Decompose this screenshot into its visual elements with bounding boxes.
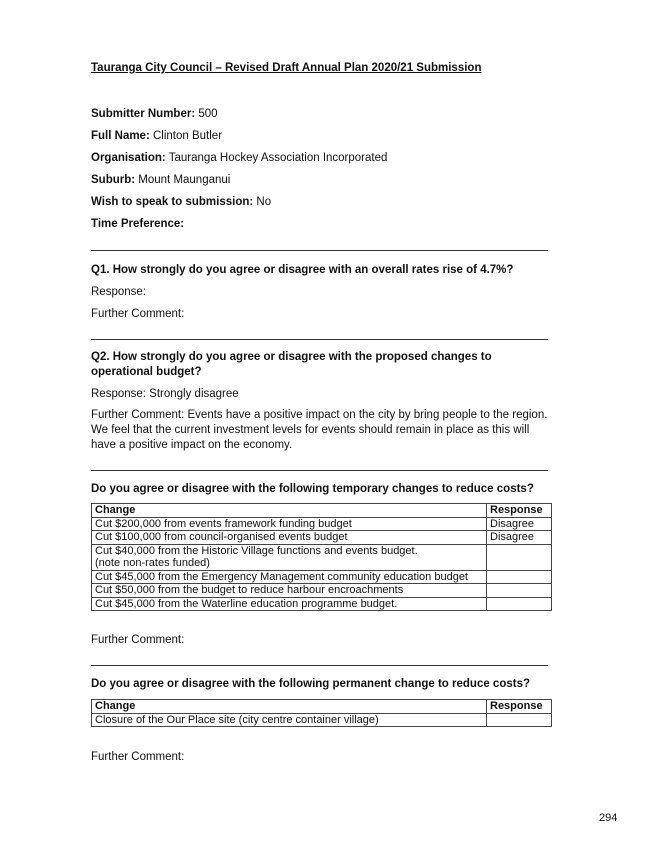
change-cell: Cut $100,000 from council-organised events budget	[92, 531, 487, 545]
time-preference	[91, 218, 184, 230]
q3-comment: Further Comment:	[91, 634, 185, 646]
organisation	[91, 152, 387, 164]
table-header-row	[92, 504, 552, 518]
field-label: Suburb:	[91, 174, 136, 186]
change-text: Cut $40,000 from the Historic Village functions and events budget.	[95, 544, 418, 557]
q1-comment: Further Comment:	[91, 308, 185, 320]
response-cell	[487, 597, 552, 611]
response-cell: Disagree	[487, 517, 552, 531]
change-note: (note non-rates funded)	[95, 557, 210, 569]
column-header-response: Response	[487, 700, 552, 714]
change-cell	[92, 544, 487, 570]
field-label: Wish to speak to submission:	[91, 196, 254, 208]
table-row	[92, 544, 552, 570]
table-row	[92, 517, 552, 531]
field-label: Time Preference:	[91, 218, 185, 230]
divider	[91, 339, 548, 340]
q1-question: Q1. How strongly do you agree or disagree with an overall rates rise of 4.7%?	[91, 264, 514, 276]
field-value: Tauranga Hockey Association Incorporated	[168, 152, 388, 164]
q2-comment: Further Comment: Events have a positive impact on the city by bring people to the region. We feel that the current investment levels for events should remain in place as this will have a positive impact on the economy.	[91, 409, 548, 451]
page-number: 294	[599, 812, 618, 824]
field-label: Full Name:	[91, 130, 150, 142]
q4-question: Do you agree or disagree with the following permanent change to reduce costs?	[91, 678, 530, 690]
q2-question: Q2. How strongly do you agree or disagree with the proposed changes to operational budget?	[91, 351, 492, 378]
q2-response: Response: Strongly disagree	[91, 388, 239, 400]
field-label: Organisation:	[91, 152, 166, 164]
table-row	[92, 597, 552, 611]
field-value: No	[256, 196, 272, 208]
column-header-change: Change	[92, 700, 487, 714]
response-cell	[487, 544, 552, 570]
field-value: Mount Maunganui	[138, 174, 231, 186]
suburb	[91, 174, 230, 186]
temporary-changes-table	[91, 503, 552, 611]
table-row	[92, 531, 552, 545]
field-value: 500	[198, 108, 218, 120]
response-cell	[487, 713, 552, 727]
wish-to-speak	[91, 196, 271, 208]
q1-response: Response:	[91, 286, 146, 298]
table-row	[92, 713, 552, 727]
response-cell	[487, 570, 552, 584]
table-row	[92, 584, 552, 598]
divider	[91, 250, 548, 251]
submitter-number	[91, 108, 218, 120]
change-cell: Closure of the Our Place site (city centre container village)	[92, 713, 487, 727]
divider	[91, 470, 548, 471]
response-cell	[487, 584, 552, 598]
field-value: Clinton Butler	[153, 130, 223, 142]
column-header-response: Response	[487, 504, 552, 518]
q4-comment: Further Comment:	[91, 751, 185, 763]
q3-question: Do you agree or disagree with the following temporary changes to reduce costs?	[91, 483, 534, 495]
divider	[91, 665, 548, 666]
change-cell: Cut $45,000 from the Emergency Management community education budget	[92, 570, 487, 584]
field-label: Submitter Number:	[91, 108, 196, 120]
table-row	[92, 570, 552, 584]
table-header-row	[92, 700, 552, 714]
permanent-change-table	[91, 699, 552, 727]
document-title: Tauranga City Council – Revised Draft Annual Plan 2020/21 Submission	[91, 62, 482, 74]
full-name	[91, 130, 222, 142]
change-cell: Cut $200,000 from events framework funding budget	[92, 517, 487, 531]
column-header-change: Change	[92, 504, 487, 518]
response-cell: Disagree	[487, 531, 552, 545]
change-cell: Cut $50,000 from the budget to reduce harbour encroachments	[92, 584, 487, 598]
change-cell: Cut $45,000 from the Waterline education programme budget.	[92, 597, 487, 611]
